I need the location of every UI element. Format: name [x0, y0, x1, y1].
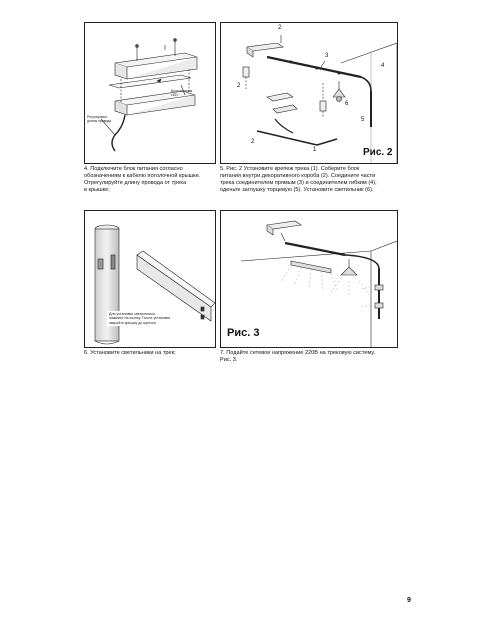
marker-6: 6	[345, 101, 349, 107]
marker-5: 5	[361, 117, 365, 123]
marker-1: 1	[313, 147, 317, 153]
marker-2-left: 2	[237, 83, 241, 89]
power-block-callout: Блок питания LED	[171, 89, 193, 97]
wire-length-callout: Регулировка длины провода	[87, 115, 112, 123]
caption-step-5: 5. Рис. 2 Установите крепеж трека (1). Соберите блок питания внутри декоративного короба (2). Соедините части трека соединителем прямым (3) и соединителем гибким (4), оденьте заглушку торцевую (5). Установите светильник (6).	[220, 166, 377, 193]
caption-step-6: 6. Установите светильники на трек;	[84, 350, 176, 356]
caption-step-4: 4. Подключите блок питания согласно обозначениям к кабелю потолочной крышке. Отрегулируйте длину провода от трека в крышке;	[84, 166, 201, 193]
caption-step-7: 7. Подайте сетевое напряжение 220В на трековую систему. Рис. 3.	[220, 350, 376, 363]
marker-4: 4	[381, 63, 385, 69]
figure-panel-power-block	[84, 22, 216, 164]
track-assembly-illustration	[221, 23, 397, 163]
figure-label-fig3: Рис. 3	[227, 327, 260, 339]
fixture-callout: Для установки светильника нажмите на кнопку. После установки закройте крышку до щелчка	[109, 312, 171, 325]
figure-label-fig2: Рис. 2	[363, 147, 393, 158]
marker-3: 3	[325, 53, 329, 59]
marker-2-bottom: 2	[251, 139, 255, 145]
figure-panel-fixture-install	[84, 210, 216, 348]
page-number: 9	[407, 597, 411, 604]
figure-panel-full-system	[220, 210, 398, 348]
figure-panel-track-assembly	[220, 22, 398, 164]
power-block-illustration	[85, 23, 215, 163]
fixture-install-illustration	[85, 211, 215, 347]
marker-2-top: 2	[278, 25, 282, 31]
